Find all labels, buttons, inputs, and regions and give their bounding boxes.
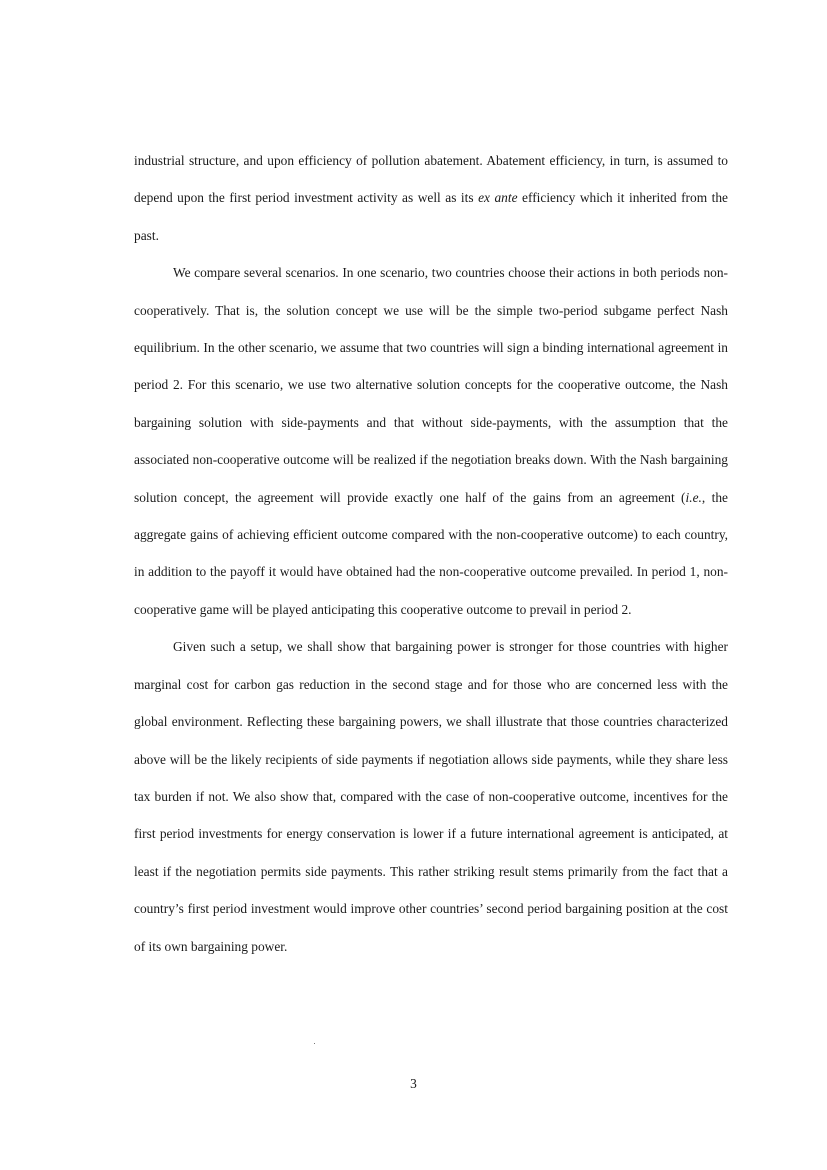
paragraph-1 — [134, 142, 728, 254]
italic-term-ex-ante: ex ante — [478, 190, 518, 206]
paragraph-2 — [134, 254, 728, 628]
paragraph-text: , the aggregate gains of achieving efficient outcome compared with the non-cooperative outcome) to each country, in addition to the payoff it would have obtained had the non-cooperative outcome prevailed. In period 1, non-cooperative game will be played anticipating this cooperative outcome to prevail in period 2. — [134, 489, 729, 617]
paragraph-text: efficiency which it inherited from the past. — [134, 190, 728, 243]
paragraph-text: industrial structure, and upon efficiency of pollution abatement. Abatement efficiency, in turn, is assumed to depend upon the first period investment activity as well as its — [134, 153, 728, 206]
scan-speck — [314, 1043, 315, 1044]
paragraph-text: Given such a setup, we shall show that bargaining power is stronger for those countries with higher marginal cost for carbon gas reduction in the second stage and for those who are concerned less with the global environment. Reflecting these bargaining powers, we shall illustrate that those countries characterized above will be the likely recipients of side payments if negotiation allows side payments, while they share less tax burden if not. We also show that, compared with the case of non-cooperative outcome, incentives for the first period investments for energy conservation is lower if a future international agreement is anticipated, at least if the negotiation permits side payments. This rather striking result stems primarily from the fact that a country’s first period investment would improve other countries’ second period bargaining position at the cost of its own bargaining power. — [134, 639, 728, 954]
italic-term-ie: i.e. — [685, 489, 702, 505]
paragraph-text: We compare several scenarios. In one scenario, two countries choose their actions in both periods non-cooperatively. That is, the solution concept we use will be the simple two-period subgame perfect Nash equilibrium. In the other scenario, we assume that two countries will sign a binding international agreement in period 2. For this scenario, we use two alternative solution concepts for the cooperative outcome, the Nash bargaining solution with side-payments and that without side-payments, with the assumption that the associated non-cooperative outcome will be realized if the negotiation breaks down. With the Nash bargaining solution concept, the agreement will provide exactly one half of the gains from an agreement ( — [134, 265, 728, 505]
body-text — [134, 142, 728, 965]
page-number: 3 — [410, 1076, 417, 1091]
paragraph-3 — [134, 628, 728, 965]
